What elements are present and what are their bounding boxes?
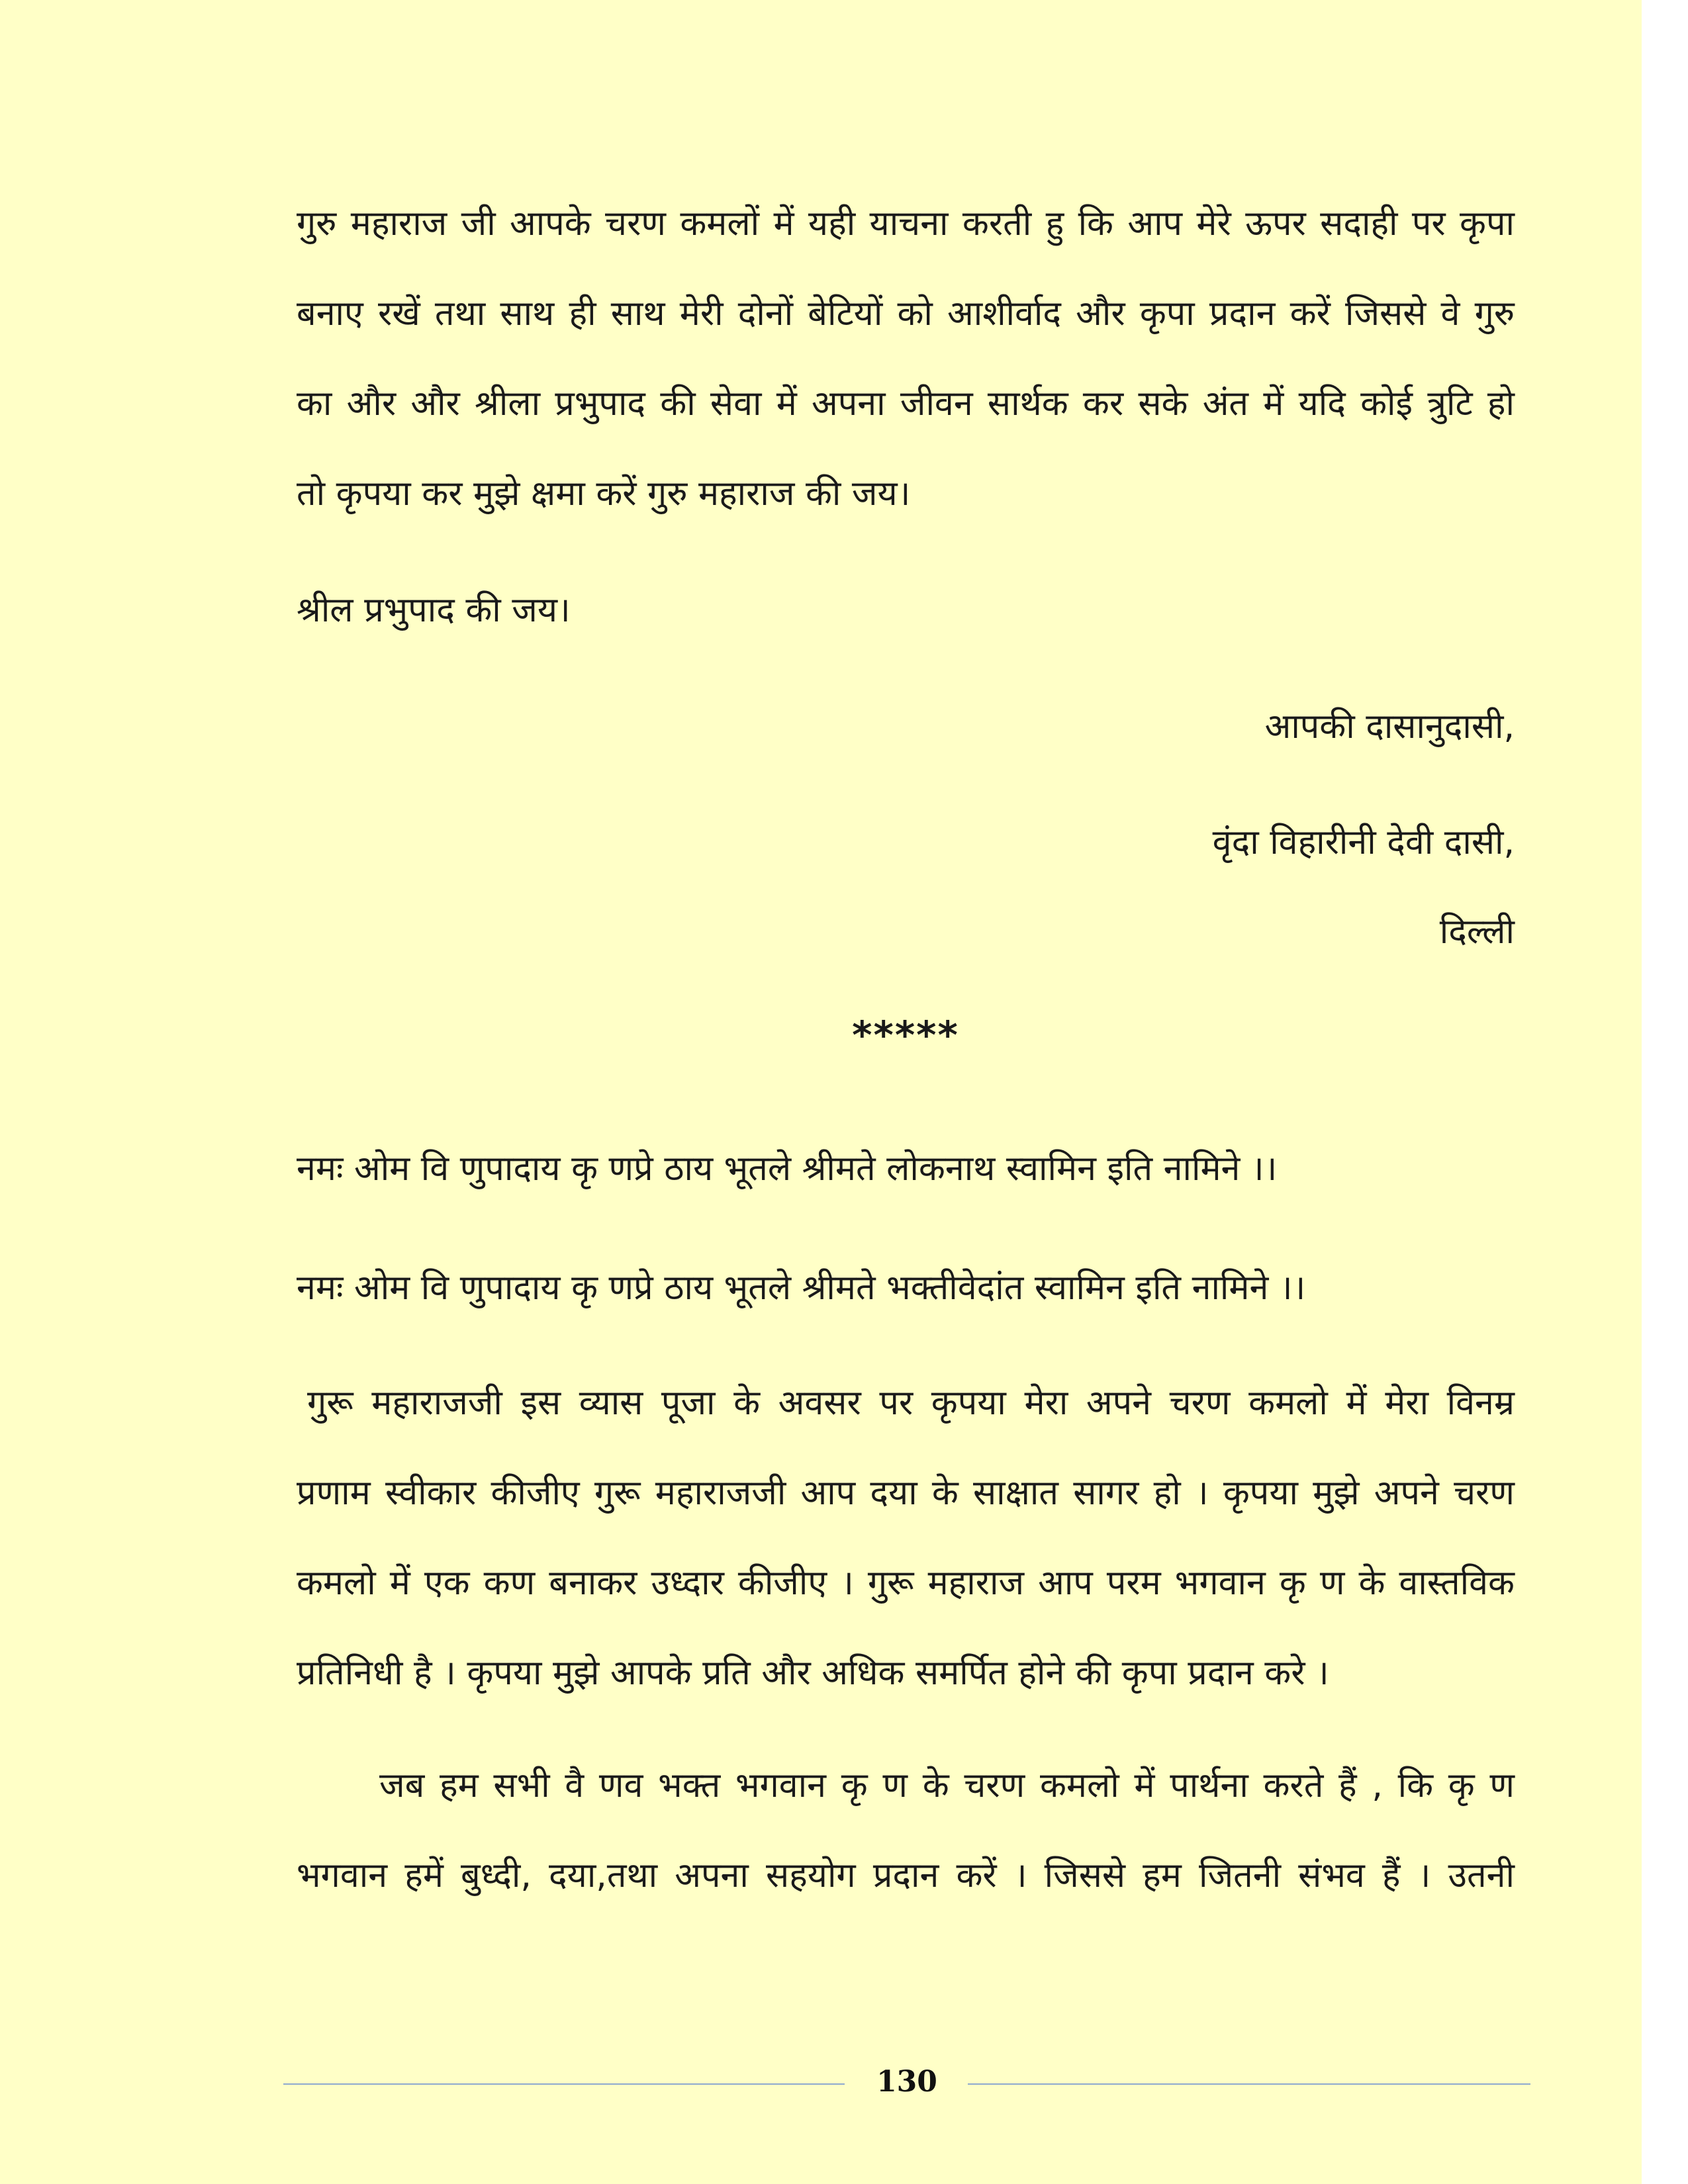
signatory-name: वृंदा विहारीनी देवी दासी, [1212, 823, 1515, 862]
jay-line: श्रील प्रभुपाद की जय। [297, 590, 571, 630]
signatory-city: दिल्ली [1439, 912, 1515, 952]
footer-rule-left [283, 2083, 845, 2085]
sign-off: आपकी दासानुदासी, [1264, 707, 1515, 747]
paragraph-2-line-2: प्रणाम स्वीकार कीजीए गुरू महाराजजी आप दया के साक्षात सागर हो । कृपया मुझे अपने चरण [297, 1473, 1515, 1513]
section-separator: ***** [852, 1013, 959, 1058]
paragraph-1-line-2: बनाए रखें तथा साथ ही साथ मेरी दोनों बेटियों को आशीर्वाद और कृपा प्रदान करें जिससे वे गुरु [297, 294, 1515, 334]
paragraph-2-line-3: कमलो में एक कण बनाकर उध्दार कीजीए । गुरू महाराज आप परम भगवान कृ ण के वास्तविक [297, 1563, 1515, 1603]
paragraph-1-line-1: गुरु महाराज जी आपके चरण कमलों में यही याचना करती हु कि आप मेरे ऊपर सदाही पर कृपा [297, 204, 1515, 244]
paragraph-1-line-3: का और और श्रीला प्रभुपाद की सेवा में अपना जीवन सार्थक कर सके अंत में यदि कोई त्रुटि हो [297, 384, 1515, 424]
paragraph-2-line-4: प्रतिनिधी है । कृपया मुझे आपके प्रति और अधिक समर्पित होने की कृपा प्रदान करे । [297, 1653, 1329, 1693]
footer-rule-right [968, 2083, 1530, 2085]
paragraph-3-line-1: जब हम सभी वै णव भक्त भगवान कृ ण के चरण कमलो में पार्थना करते हैं , कि कृ ण [379, 1766, 1515, 1805]
paragraph-2-line-1: गुरू महाराजजी इस व्यास पूजा के अवसर पर कृपया मेरा अपने चरण कमलो में मेरा विनम्र [307, 1383, 1515, 1423]
paragraph-3-line-2: भगवान हमें बुध्दी, दया,तथा अपना सहयोग प्रदान करें । जिससे हम जितनी संभव हैं । उतनी [297, 1856, 1515, 1895]
mantra-line-2: नमः ओम वि णुपादाय कृ णप्रे ठाय भूतले श्रीमते भक्तीवेदांत स्वामिन इति नामिने ।। [297, 1268, 1306, 1308]
paragraph-1-line-4: तो कृपया कर मुझे क्षमा करें गुरु महाराज की जय। [297, 474, 911, 514]
mantra-line-1: नमः ओम वि णुपादाय कृ णप्रे ठाय भूतले श्रीमते लोकनाथ स्वामिन इति नामिने ।। [297, 1149, 1278, 1189]
page-number: 130 [876, 2065, 937, 2099]
